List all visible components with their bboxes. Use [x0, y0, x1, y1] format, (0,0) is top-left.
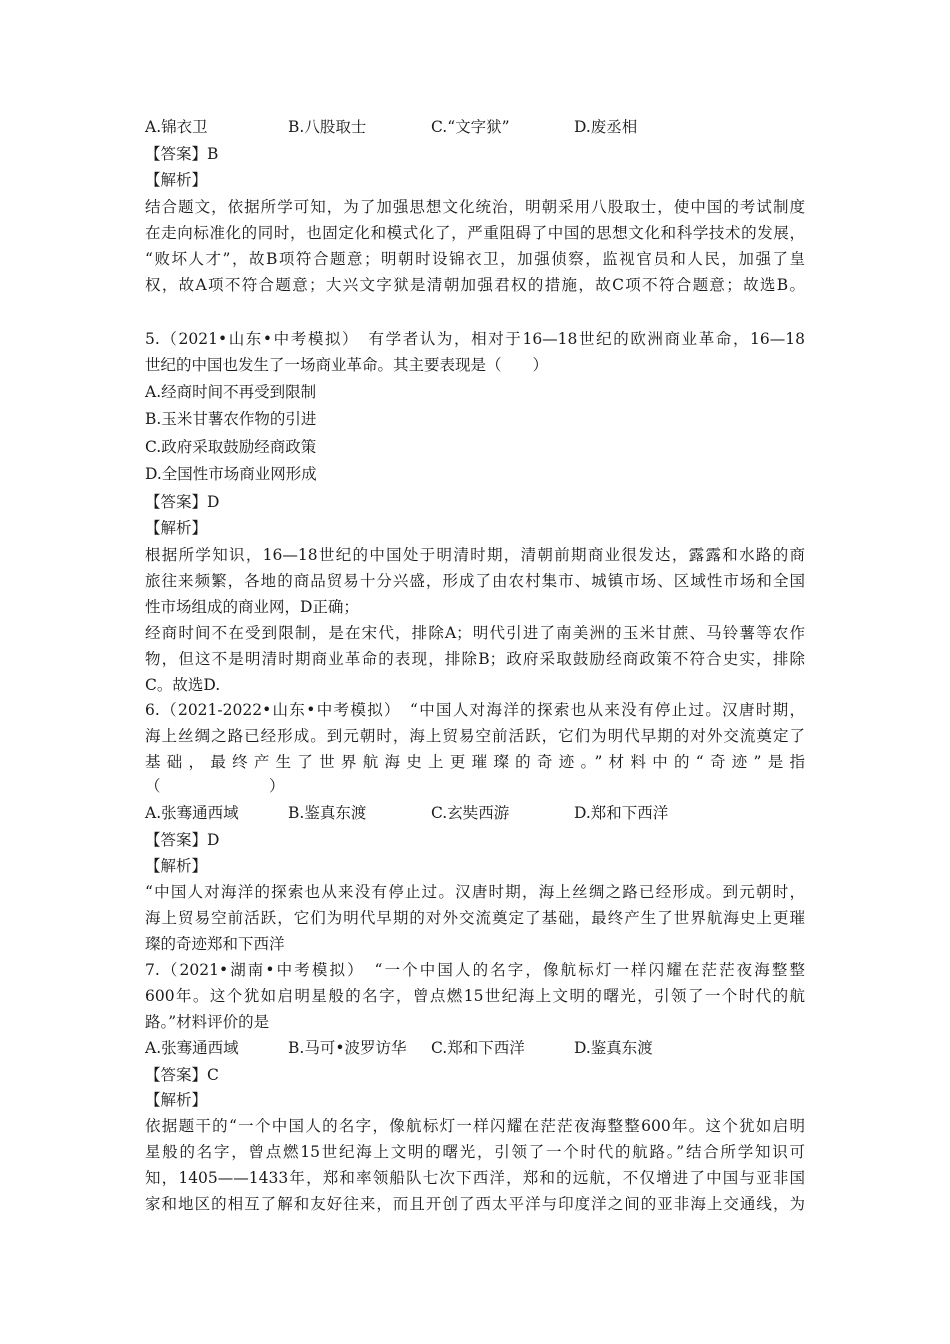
q4-option-b: B.八股取士: [288, 118, 367, 136]
q7-option-c: C.郑和下西洋: [431, 1039, 525, 1057]
q4-option-a: A.锦衣卫: [145, 118, 208, 136]
q6-stem-line: 海上丝绸之路已经形成。到元朝时，海上贸易空前活跃，它们为明代早期的对外交流奠定了: [145, 727, 805, 745]
q6-option-c: C.玄奘西游: [431, 804, 510, 822]
q4-analysis-line: 权，故A项不符合题意；大兴文字狱是清朝加强君权的措施，故C项不符合题意；故选B。: [145, 276, 805, 294]
q4-options: [145, 114, 637, 140]
q6-option-a: A.张骞通西域: [145, 804, 239, 822]
q5-analysis-line: 物，但这不是明清时期商业革命的表现，排除B；政府采取鼓励经商政策不符合史实，排除: [145, 650, 805, 668]
q5-stem-line: 世纪的中国也发生了一场商业革命。其主要表现是（ ）: [145, 356, 549, 374]
q5-answer: 【答案】D: [145, 493, 220, 511]
q4-analysis-line: 结合题文，依据所学可知，为了加强思想文化统治，明朝采用八股取士，使中国的考试制度: [145, 198, 805, 216]
q6-stem-line: （ ）: [145, 777, 285, 795]
q5-analysis-line: C。故选D.: [145, 676, 221, 694]
q6-analysis-line: 璨的奇迹郑和下西洋: [145, 935, 285, 953]
q5-option-a: A.经商时间不再受到限制: [145, 383, 317, 401]
q5-stem-line: 5.（2021•山东•中考模拟） 有学者认为，相对于16—18世纪的欧洲商业革命，16—18: [145, 330, 805, 348]
q6-options: [145, 800, 668, 826]
q5-analysis-line: 旅往来频繁，各地的商品贸易十分兴盛，形成了由农村集市、城镇市场、区域性市场和全国: [145, 572, 805, 590]
q7-stem-line: 600年。这个犹如启明星般的名字，曾点燃15世纪海上文明的曙光，引领了一个时代的航: [145, 987, 805, 1005]
q7-analysis-line: 星般的名字，曾点燃15世纪海上文明的曙光，引领了一个时代的航路。”结合所学知识可: [145, 1143, 805, 1161]
q6-analysis-line: “中国人对海洋的探索也从来没有停止过。汉唐时期，海上丝绸之路已经形成。到元朝时，: [145, 883, 805, 901]
q5-analysis-line: 经商时间不在受到限制，是在宋代，排除A；明代引进了南美洲的玉米甘蔗、马铃薯等农作: [145, 624, 805, 642]
q5-analysis-line: 性市场组成的商业网，D正确；: [145, 598, 359, 616]
q7-options: [145, 1035, 653, 1061]
q7-analysis-line: 知，1405——1433年，郑和率领船队七次下西洋，郑和的远航，不仅增进了中国与亚非国: [145, 1169, 805, 1187]
q5-analysis-line: 根据所学知识，16—18世纪的中国处于明清时期，清朝前期商业很发达，露露和水路的商: [145, 546, 805, 564]
q6-answer: 【答案】D: [145, 831, 220, 849]
q7-option-b: B.马可•波罗访华: [288, 1039, 407, 1057]
q4-analysis-line: 在走向标准化的同时，也固定化和模式化了，严重阻碍了中国的思想文化和科学技术的发展，: [145, 224, 805, 242]
q4-analysis-line: “败坏人才”，故B项符合题意；明朝时设锦衣卫，加强侦察，监视官员和人民，加强了皇: [145, 250, 805, 268]
q7-analysis-label: 【解析】: [145, 1091, 208, 1109]
q6-stem-line: 基础，最终产生了世界航海史上更璀璨的奇迹。”材料中的“奇迹”是指: [145, 753, 805, 771]
q5-analysis-label: 【解析】: [145, 519, 208, 537]
q4-option-c: C.“文字狱”: [431, 118, 510, 136]
q7-option-d: D.鉴真东渡: [574, 1039, 653, 1057]
q6-analysis-label: 【解析】: [145, 857, 208, 875]
q7-analysis-line: 依据题干的“一个中国人的名字，像航标灯一样闪耀在茫茫夜海整整600年。这个犹如启明: [145, 1117, 805, 1135]
q4-option-d: D.废丞相: [574, 118, 638, 136]
q6-stem-line: 6.（2021-2022•山东•中考模拟） “中国人对海洋的探索也从来没有停止过。汉唐时期，: [145, 701, 805, 719]
q6-option-b: B.鉴真东渡: [288, 804, 367, 822]
q5-option-b: B.玉米甘薯农作物的引进: [145, 410, 317, 428]
q7-answer: 【答案】C: [145, 1066, 219, 1084]
q4-answer: 【答案】B: [145, 145, 219, 163]
q6-option-d: D.郑和下西洋: [574, 804, 669, 822]
q4-analysis-label: 【解析】: [145, 171, 208, 189]
q7-option-a: A.张骞通西域: [145, 1039, 239, 1057]
q7-stem-line: 路。”材料评价的是: [145, 1013, 270, 1031]
q5-option-c: C.政府采取鼓励经商政策: [145, 438, 317, 456]
q7-stem-line: 7.（2021•湖南•中考模拟） “一个中国人的名字，像航标灯一样闪耀在茫茫夜海整整: [145, 961, 805, 979]
q7-analysis-line: 家和地区的相互了解和友好往来，而且开创了西太平洋与印度洋之间的亚非海上交通线，为: [145, 1195, 805, 1213]
q5-option-d: D.全国性市场商业网形成: [145, 465, 317, 483]
q6-analysis-line: 海上贸易空前活跃，它们为明代早期的对外交流奠定了基础，最终产生了世界航海史上更璀: [145, 909, 805, 927]
